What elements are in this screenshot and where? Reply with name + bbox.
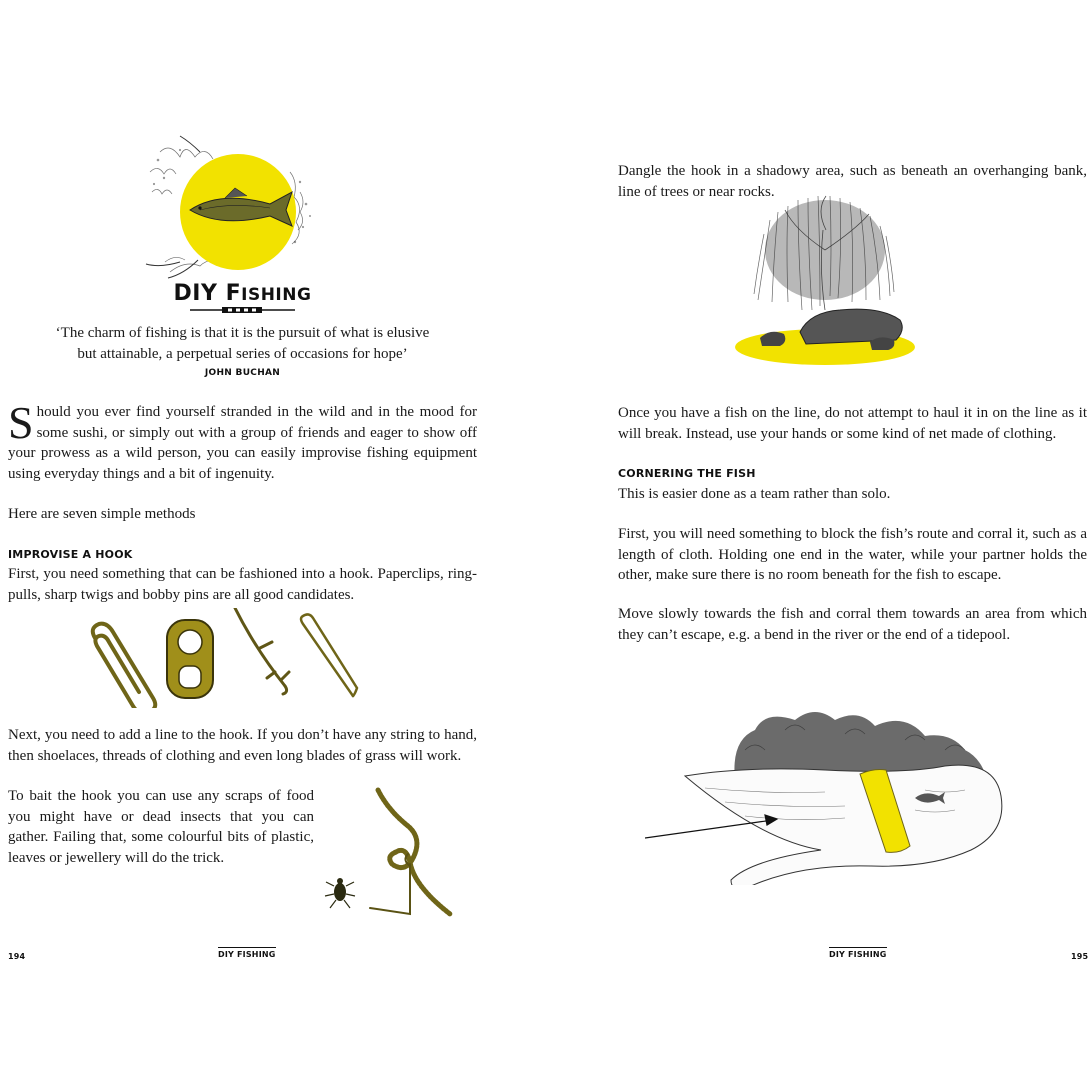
chapter-title-rest: ISHING — [241, 285, 312, 305]
section-heading-improvise-hook: IMPROVISE A HOOK — [8, 548, 133, 561]
paragraph-once: Once you have a fish on the line, do not attempt to haul it in on the line as it will break. Instead, use your hands or some kind of net made of clothing. — [618, 405, 1087, 442]
chapter-title-main: DIY F — [173, 281, 242, 306]
running-title-left: DIY FISHING — [218, 947, 276, 959]
paperclip-icon — [93, 624, 156, 708]
page-number-left: 194 — [8, 952, 26, 961]
paragraph-bait: To bait the hook you can use any scraps of food you might have or dead insects that you can gather. Failing that, some colourful bits of plastic, leaves or jewellery will do the trick. — [8, 788, 314, 866]
intro-paragraph — [8, 397, 477, 484]
ring-pull-icon — [167, 620, 213, 698]
intro-text: hould you ever find yourself stranded in the wild and in the mood for some sushi, or simply out with a group of friends and eager to show off your prowess as a wild person, you can easily improvise fishing equipment using everyday things and a bit of ingenuity. — [8, 404, 477, 482]
paragraph-line: Next, you need to add a line to the hook. If you don’t have any string to hand, then shoelaces, threads of clothing and even long blades of grass will work. — [8, 727, 477, 764]
running-title-right: DIY FISHING — [829, 947, 887, 959]
section-heading-cornering: CORNERING THE FISH — [618, 467, 756, 480]
epigraph-quote — [0, 323, 485, 365]
baited-hook-illustration — [320, 786, 480, 921]
paragraph-block: First, you will need something to block the fish’s route and corral it, such as a length of cloth. Holding one end in the water, while your partner holds the other, make sure there is no room beneath for the fish to escape. — [618, 526, 1087, 583]
twig-hook-icon — [235, 608, 289, 694]
bobby-pin-icon — [301, 614, 357, 696]
methods-intro: Here are seven simple methods — [8, 506, 196, 522]
quote-line-1: ‘The charm of fishing is that it is the pursuit of what is elusive — [55, 325, 430, 341]
right-page — [545, 0, 1089, 1089]
paragraph-hook: First, you need something that can be fashioned into a hook. Paperclips, ring-pulls, sharp twigs and bobby pins are all good candidates. — [8, 566, 477, 603]
fish-emblem-illustration — [140, 132, 330, 282]
paragraph-team: This is easier done as a team rather than solo. — [618, 486, 891, 502]
fishing-line-icon — [378, 790, 450, 914]
paragraph-move: Move slowly towards the fish and corral them towards an area from which they can’t escape, e.g. a bend in the river or the end of a tidepool. — [618, 606, 1087, 643]
quote-line-2: but attainable, a perpetual series of occasions for hope’ — [77, 346, 408, 362]
quote-author: JOHN BUCHAN — [204, 368, 281, 378]
willow-tree-illustration — [730, 190, 920, 385]
paragraph-dangle: Dangle the hook in a shadowy area, such as beneath an overhanging bank, line of trees or near rocks. — [618, 163, 1087, 200]
page-number-right: 195 — [1071, 952, 1089, 961]
drop-cap: S — [8, 397, 34, 448]
insect-icon — [325, 878, 355, 908]
chapter-title — [0, 281, 485, 306]
title-ornament — [190, 305, 295, 315]
river-corral-illustration — [645, 670, 1015, 885]
hook-candidates-illustration — [85, 608, 365, 708]
